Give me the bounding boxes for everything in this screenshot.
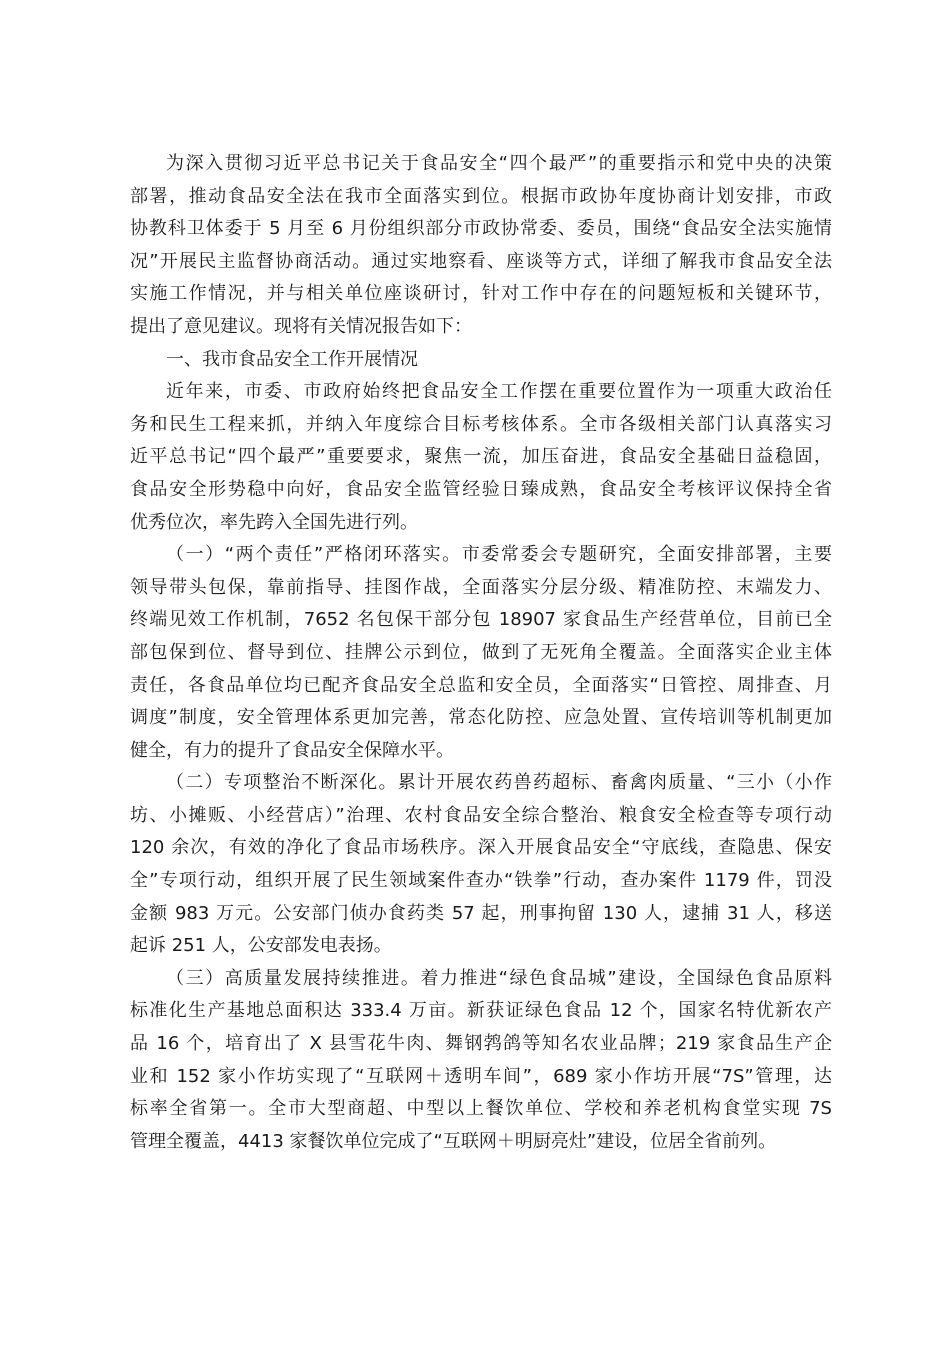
text-line: 部署，推动食品安全法在我市全面落实到位。根据市政协年度协商计划安排，市政 [130,185,832,207]
text-line: 领导带头包保，靠前指导、挂图作战，全面落实分层分级、精准防控、末端发力、 [130,576,832,598]
text-line: 管理全覆盖，4413 家餐饮单位完成了“互联网＋明厨亮灶”建设，位居全省前列。 [130,1130,777,1152]
text-line: 责任，各食品单位均已配齐食品安全总监和安全员，全面落实“日管控、周排查、月 [130,674,832,696]
text-line: 120 余次，有效的净化了食品市场秩序。深入开展食品安全“守底线，查隐患、保安 [130,837,832,859]
section-heading: 一、我市食品安全工作开展情况 [166,348,418,370]
text-line: 实施工作情况，并与相关单位座谈研讨，针对工作中存在的问题短板和关键环节， [130,283,832,305]
text-line: （三）高质量发展持续推进。着力推进“绿色食品城”建设，全国绿色食品原料 [166,967,832,989]
text-line: 近年来，市委、市政府始终把食品安全工作摆在重要位置作为一项重大政治任 [166,381,832,403]
text-line: 协教科卫体委于 5 月至 6 月份组织部分市政协常委、委员，围绕“食品安全法实施情 [130,218,832,240]
text-line: 提出了意见建议。现将有关情况报告如下： [130,315,472,337]
text-line: 品 16 个，培育出了 X 县雪花牛肉、舞钢鹁鸽等知名农业品牌；219 家食品生产企 [130,1033,832,1055]
text-line: 务和民生工程来抓，并纳入年度综合目标考核体系。全市各级相关部门认真落实习 [130,413,832,435]
text-line: 近平总书记“四个最严”重要要求，聚焦一流，加压奋进，食品安全基础日益稳固， [130,446,832,468]
document-body [130,148,832,1158]
text-line: 标准化生产基地总面积达 333.4 万亩。新获证绿色食品 12 个，国家名特优新农产 [130,1000,832,1022]
text-line: 部包保到位、督导到位、挂牌公示到位，做到了无死角全覆盖。全面落实企业主体 [130,641,832,663]
text-line: 业和 152 家小作坊实现了“互联网＋透明车间”，689 家小作坊开展“7S”管理，达 [130,1065,832,1087]
text-line: 健全，有力的提升了食品安全保障水平。 [130,739,454,761]
text-line: 食品安全形势稳中向好，食品安全监管经验日臻成熟，食品安全考核评议保持全省 [130,478,832,500]
text-line: （一）“两个责任”严格闭环落实。市委常委会专题研究，全面安排部署，主要 [166,544,832,566]
text-line: 优秀位次，率先跨入全国先进行列。 [130,511,418,533]
text-line: 坊、小摊贩、小经营店）”治理、农村食品安全综合整治、粮食安全检查等专项行动 [130,804,832,826]
text-line: 起诉 251 人，公安部发电表扬。 [130,935,392,957]
text-line: 终端见效工作机制，7652 名包保干部分包 18907 家食品生产经营单位，目前已全 [130,609,832,631]
text-line: 标率全省第一。全市大型商超、中型以上餐饮单位、学校和养老机构食堂实现 7S [130,1098,832,1120]
text-line: 调度”制度，安全管理体系更加完善，常态化防控、应急处置、宣传培训等机制更加 [130,707,832,729]
text-line: 为深入贯彻习近平总书记关于食品安全“四个最严”的重要指示和党中央的决策 [166,153,832,174]
text-line: 金额 983 万元。公安部门侦办食药类 57 起，刑事拘留 130 人，逮捕 31 人，移送 [130,902,832,924]
text-line: 况”开展民主监督协商活动。通过实地察看、座谈等方式，详细了解我市食品安全法 [130,250,832,272]
text-line: （二）专项整治不断深化。累计开展农药兽药超标、畜禽肉质量、“三小（小作 [166,772,832,794]
text-line: 全”专项行动，组织开展了民生领域案件查办“铁拳”行动，查办案件 1179 件，罚没 [130,870,832,892]
